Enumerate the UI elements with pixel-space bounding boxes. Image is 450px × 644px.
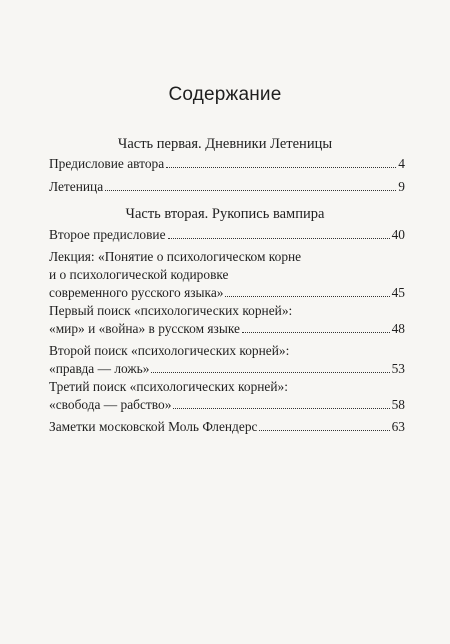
toc-entry[interactable]: [49, 248, 405, 302]
leader-dots: [173, 408, 389, 409]
leader-dots: [105, 190, 396, 191]
toc-entry[interactable]: [49, 418, 405, 436]
toc-entry[interactable]: [49, 226, 405, 244]
entry-title-line: «свобода — рабство»: [49, 397, 172, 412]
page-number: 40: [391, 227, 405, 242]
page-number: 9: [398, 179, 405, 194]
entry-title-line: и о психологической кодировке: [49, 267, 229, 282]
entry-title: Второе предисловие: [49, 227, 166, 242]
toc-entry[interactable]: [49, 378, 405, 414]
entry-title-line: Лекция: «Понятие о психологическом корне: [49, 249, 302, 264]
toc-entry[interactable]: [49, 155, 405, 173]
entry-title: Летеница: [49, 179, 104, 194]
leader-dots: [168, 238, 390, 239]
leader-dots: [242, 332, 390, 333]
page-number: 58: [391, 397, 405, 412]
entry-title-line: «правда — ложь»: [49, 361, 150, 376]
leader-dots: [259, 430, 389, 431]
leader-dots: [166, 167, 396, 168]
page-number: 4: [398, 156, 405, 171]
entry-title-line: Первый поиск «психологических корней»:: [49, 303, 293, 318]
toc-entry[interactable]: [49, 342, 405, 378]
toc-entry[interactable]: [49, 302, 405, 338]
page-number: 48: [391, 321, 405, 336]
page-number: 45: [391, 285, 405, 300]
entry-title-line: Третий поиск «психологических корней»:: [49, 379, 288, 394]
entry-title-line: современного русского языка»: [49, 285, 224, 300]
page-number: 53: [391, 361, 405, 376]
toc-title: Содержание: [168, 84, 282, 105]
entry-title-line: Второй поиск «психологических корней»:: [49, 343, 290, 358]
part-heading: Часть первая. Дневники Летеницы: [117, 136, 333, 152]
leader-dots: [225, 296, 389, 297]
part-heading: Часть вторая. Рукопись вампира: [125, 206, 325, 222]
entry-title-line: «мир» и «война» в русском языке: [49, 321, 240, 336]
entry-title: Предисловие автора: [49, 156, 165, 171]
toc-entry[interactable]: [49, 178, 405, 196]
entry-title: Заметки московской Моль Флендерс: [49, 419, 258, 434]
page-number: 63: [391, 419, 405, 434]
leader-dots: [151, 372, 389, 373]
